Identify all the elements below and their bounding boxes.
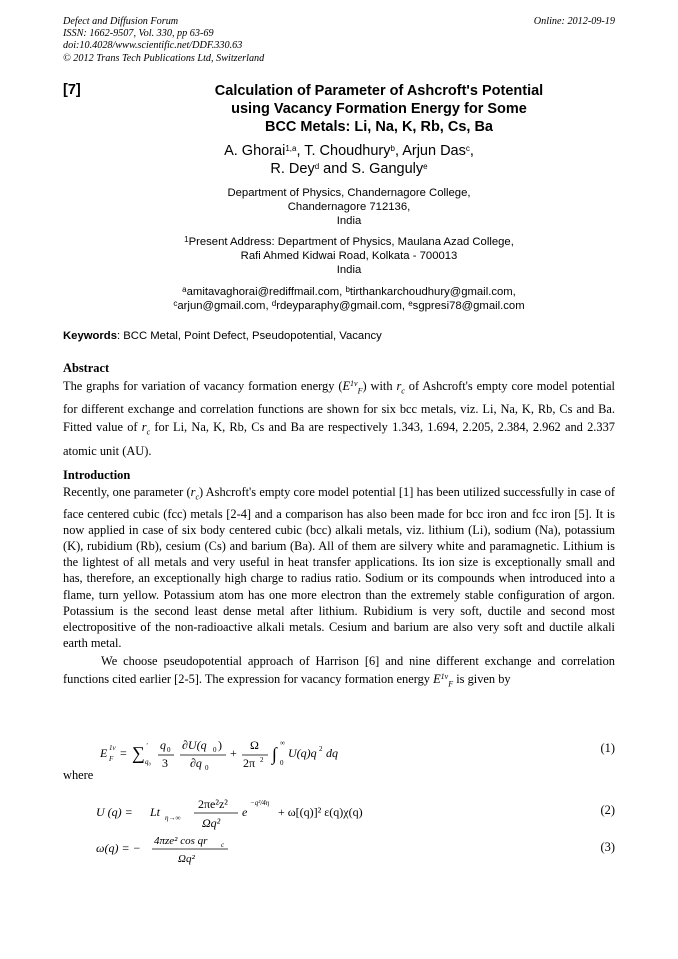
svg-text:q: q	[160, 738, 166, 752]
affiliation-primary: Department of Physics, Chandernagore College, Chandernagore 712136, India	[227, 187, 471, 227]
svg-text:Lt: Lt	[150, 805, 161, 819]
keywords: Keywords: BCC Metal, Point Defect, Pseudopotential, Vacancy	[63, 330, 382, 342]
svg-text:c: c	[221, 841, 225, 849]
svg-text:3: 3	[162, 756, 168, 770]
svg-text:2: 2	[319, 745, 323, 753]
reference-tag: [7]	[63, 82, 81, 98]
svg-text:=: =	[120, 746, 127, 760]
email-link[interactable]: sgpresi78@gmail.com	[412, 300, 525, 312]
svg-text:Ωq²: Ωq²	[202, 816, 221, 830]
equation-3	[96, 832, 300, 872]
svg-text:−q²/4η: −q²/4η	[250, 799, 270, 807]
svg-text:E: E	[100, 746, 108, 760]
svg-text:): )	[218, 738, 222, 752]
svg-text:U(q)q: U(q)q	[288, 746, 317, 760]
svg-text:+ ω[(q)]² ε(q)χ(q): + ω[(q)]² ε(q)χ(q)	[278, 805, 363, 819]
svg-text:η→∞: η→∞	[165, 814, 181, 822]
equation-2-image	[96, 794, 430, 834]
svg-text:2πe²z²: 2πe²z²	[198, 797, 228, 811]
svg-text:1v: 1v	[109, 744, 116, 752]
svg-text:ω(q) = −: ω(q) = −	[96, 841, 141, 855]
svg-text:Ωq²: Ωq²	[178, 853, 195, 865]
svg-text:∞: ∞	[280, 739, 285, 747]
equation-3-number: (3)	[600, 840, 615, 854]
journal-header	[63, 16, 615, 65]
introduction-section	[63, 466, 615, 693]
svg-text:F: F	[109, 755, 114, 763]
svg-text:': '	[146, 742, 148, 750]
online-date: Online: 2012-09-19	[533, 16, 615, 27]
authors: A. Ghorai$^{1,a}$, T. Choudhury$^b$, Arjun Das$^c$, R. Dey$^d$ and S. Ganguly$^e$	[224, 143, 474, 177]
equation-2-number: (2)	[600, 803, 615, 817]
svg-text:dq: dq	[326, 746, 338, 760]
svg-text:Ω: Ω	[250, 738, 259, 752]
svg-text:0: 0	[280, 759, 284, 767]
introduction-paragraph-2: We choose pseudopotential approach of Harrison [6] and nine different exchange and correlation functions cited earlier [2-5]. The expression for vacancy formation energy $E^{1v}_F$ is given by	[63, 653, 615, 688]
email-link[interactable]: arjun@gmail.com,	[177, 300, 272, 312]
svg-text:∂U(q: ∂U(q	[182, 738, 207, 752]
svg-text:e: e	[242, 805, 248, 819]
copyright: © 2012 Trans Tech Publications Ltd, Switzerland	[63, 52, 265, 64]
equation-1-number: (1)	[600, 741, 615, 755]
svg-text:0: 0	[167, 746, 171, 754]
svg-text:2π: 2π	[243, 756, 256, 770]
paper-title: Calculation of Parameter of Ashcroft's Potential using Vacancy Formation Energy for Some BCC Metals: Li, Na, K, Rb, Cs, Ba	[214, 83, 544, 135]
introduction-heading: Introduction	[63, 468, 131, 482]
abstract-text: The graphs for variation of vacancy formation energy $(E^{1v}_F)$ with $r_c$ of Ashcroft's empty core model potential for different exchange and correlation functions are shown for six bcc metals, viz. Li, Na, K, Rb, Cs and Ba. Fitted value of $r_c$ for Li, Na, K, Rb, Cs and Ba are respectively 1.343, 1.694, 2.205, 2.384, 2.962 and 2.337 atomic unit (AU).	[63, 379, 615, 458]
abstract-section	[63, 359, 615, 460]
svg-text:∫: ∫	[272, 744, 277, 764]
journal-name: Defect and Diffusion Forum	[63, 16, 179, 27]
svg-text:+: +	[230, 746, 237, 760]
introduction-paragraph-1: Recently, one parameter $(r_c)$ Ashcroft's empty core model potential [1] has been utilized successfully in case of face centered cubic (fcc) metals [2-4] and a comparison has also been made for bcc iron and fcc iron [5]. It is now applied in case of six body centered cubic (bcc) alkali metals, viz. lithium (Li), sodium (Na), potassium (K), rubidium (Rb), cesium (Cs) and barium (Ba). All of them are silvery white and paramagnetic. Lithium is the lightest of all metals and very useful in heat transfer applications. Its ion size is exceptionally small and has, therefore, an exceptionally high charge to radius ratio. Sodium or its compounds when introduced into a flame, turn yellow. Potassium atom has one more electron than the extremely stable configuration of argon. Potassium is the second least dense metal after lithium. Rubidium is very soft, ductile and second most electropositive of the non-radioactive alkali metals. Cesium and barium are also very soft and ductile alkali earth metal.	[63, 485, 615, 651]
svg-text:0: 0	[205, 764, 209, 772]
svg-text:∂q: ∂q	[190, 756, 202, 770]
email-link[interactable]: amitavaghorai@rediffmail.com,	[186, 286, 346, 298]
author-emails: $^a$amitavaghorai@rediffmail.com, $^b$tirthankarchoudhury@gmail.com, $^c$arjun@gmail.com, $^d$rdeyparaphy@gmail.com, $^e$sgpresi78@gmail.com	[173, 285, 525, 312]
svg-text:0: 0	[213, 746, 217, 754]
email-link[interactable]: rdeyparaphy@gmail.com,	[276, 300, 409, 312]
svg-text:4πze² cos qr: 4πze² cos qr	[154, 835, 208, 847]
svg-text:U (q) =: U (q) =	[96, 805, 133, 819]
equation-3-image	[96, 832, 300, 868]
issn: ISSN: 1662-9507, Vol. 330, pp 63-69	[63, 28, 214, 40]
abstract-heading: Abstract	[63, 361, 110, 375]
where-label: where	[63, 768, 94, 782]
doi: doi:10.4028/www.scientific.net/DDF.330.63	[63, 40, 243, 52]
email-link[interactable]: tirthankarchoudhury@gmail.com,	[349, 286, 516, 298]
svg-text:q₀: q₀	[145, 758, 151, 766]
equation-1	[100, 735, 400, 775]
affiliation-present: $^1$Present Address: Department of Physics, Maulana Azad College, Rafi Ahmed Kidwai Road, Kolkata - 700013 India	[184, 235, 514, 276]
svg-text:2: 2	[260, 756, 264, 764]
equation-1-image	[100, 735, 400, 771]
svg-text:∑: ∑	[132, 743, 145, 763]
